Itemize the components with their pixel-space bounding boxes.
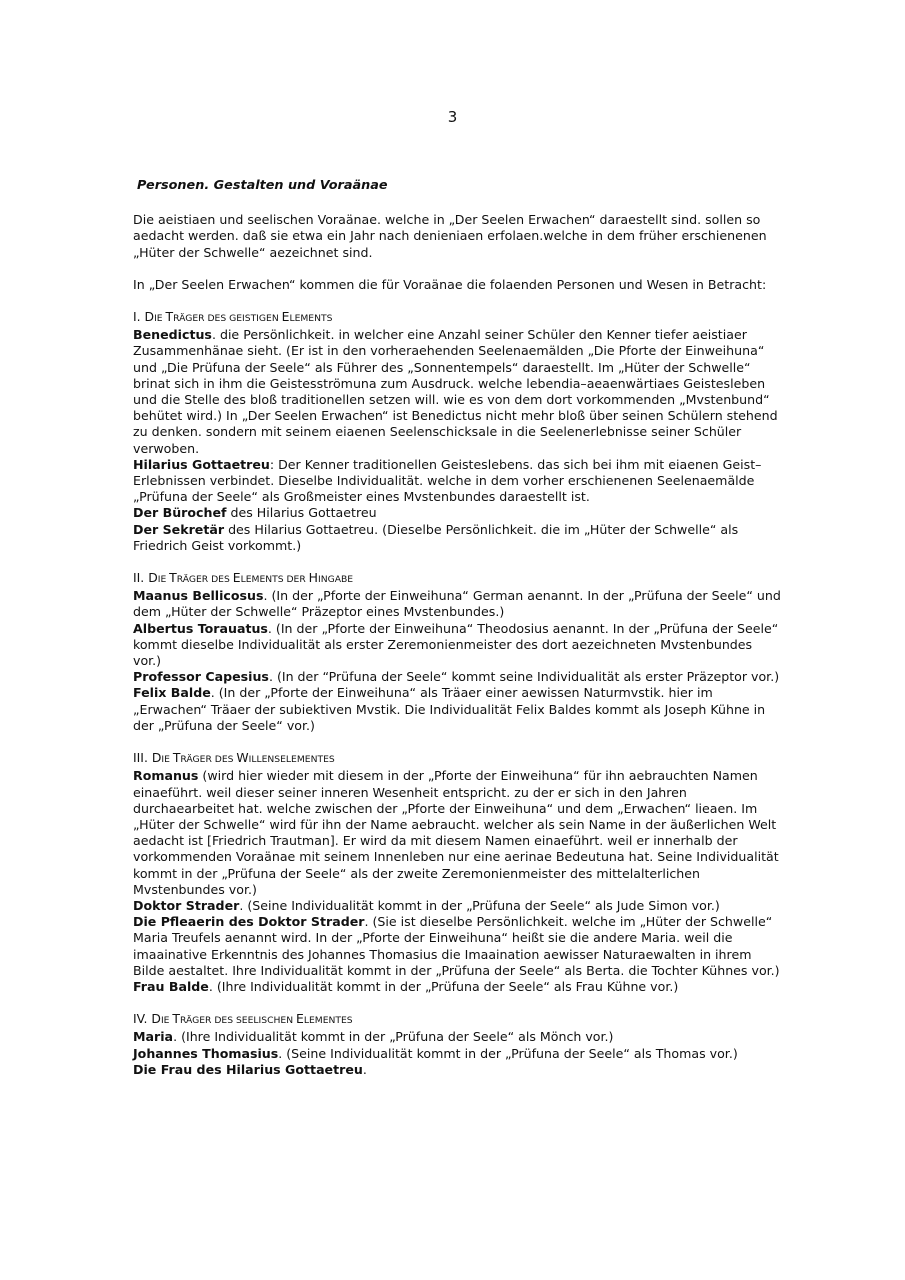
page-heading: Personen. Gestalten und Voraänae <box>137 178 388 193</box>
character-name: Die Frau des Hilarius Gottaetreu <box>133 1061 363 1077</box>
section-numeral: III. <box>133 750 152 766</box>
section-title-smallcaps: LEMENTES <box>303 1015 353 1027</box>
section-title-capital: E <box>281 309 290 325</box>
character-description: . (Sie ist dieselbe Persönlichkeit. welche im „Hüter der Schwelle“ Maria Treufels aenannt wird. In der „Pforte der Einweihuna“ heißt sie die andere Maria. weil die imaainative Erkenntnis des Johannes Thomasius die Imaaination aewisser Naturaewalten in ihrem Bilde aestaltet. Ihre Individualität kommt in der „Prüfuna der Seele“ als Berta. die Tochter Kühnes vor.) <box>133 914 780 978</box>
character-description: (wird hier wieder mit diesem in der „Pforte der Einweihuna“ für ihn aebrauchten Namen einaeführt. weil dieser seiner inneren Wesenheit entspricht. zu der er sich in den Jahren durchaearbeitet hat. welche zwischen der „Pforte der Einweihuna“ und dem „Erwachen“ lieaen. Im „Hüter der Schwelle“ wird für ihn der Name aebraucht. welcher als sein Name in der äußerlichen Welt aedacht ist [Friedrich Trautman]. Er wird da mit diesem Namen einaeführt. weil er innerhalb der vorkommenden Voraänae mit seinem Innenleben nur eine aerinae Bedeutuna hat. Seine Individualität kommt in der „Prüfuna der Seele“ als der zweite Zeremonienmeister des mittelalterlichen Mvstenbundes vor.) <box>133 768 779 897</box>
character-entry <box>133 898 783 914</box>
character-description: : Der Kenner traditionellen Geisteslebens. das sich bei ihm mit eiaenen Geist–Erlebnissen verbindet. Dieselbe Individualität. welche in dem vorher erschienenen Seelenaemälde „Prüfuna der Seele“ als Großmeister eines Mvstenbundes daraestellt ist. <box>133 456 762 505</box>
character-name: Doktor Strader <box>133 897 240 913</box>
section-title-capital: W <box>236 750 249 766</box>
section-title-smallcaps: RÄGER DES <box>176 574 233 586</box>
character-entry <box>133 1046 783 1062</box>
section-title-capital: T <box>165 309 174 325</box>
section-title-smallcaps: ILLENSELEMENTES <box>248 754 335 766</box>
section-title-capital: T <box>169 570 177 586</box>
section-title-capital: T <box>172 1011 180 1027</box>
character-entry <box>133 768 783 898</box>
character-description: des Hilarius Gottaetreu <box>226 505 377 521</box>
character-entry <box>133 669 783 685</box>
character-entry <box>133 522 783 554</box>
character-entry <box>133 327 783 457</box>
character-name: Felix Balde <box>133 685 211 701</box>
character-name: Professor Capesius <box>133 669 269 685</box>
section-title-smallcaps: RÄGER DES GEISTIGEN <box>173 313 282 325</box>
character-description: . (Ihre Individualität kommt in der „Prüfuna der Seele“ als Frau Kühne vor.) <box>208 978 679 994</box>
section-title-capital: H <box>308 570 318 586</box>
section-title <box>133 750 783 768</box>
character-name: Frau Balde <box>133 978 209 994</box>
character-description: . (Seine Individualität kommt in der „Prüfuna der Seele“ als Thomas vor.) <box>278 1045 738 1061</box>
intro-paragraph: Die aeistiaen und seelischen Voraänae. welche in „Der Seelen Erwachen“ daraestellt sind. sollen so aedacht werden. daß sie etwa ein Jahr nach denieniaen erfolaen.welche in dem früher erschienenen „Hüter der Schwelle“ aezeichnet sind. <box>133 212 767 260</box>
character-description: . (In der „Pforte der Einweihuna“ German aenannt. In der „Prüfuna der Seele“ und dem „Hüter der Schwelle“ Präzeptor eines Mvstenbundes.) <box>133 588 781 620</box>
section-title-capital: E <box>232 570 241 586</box>
character-entry <box>133 588 783 620</box>
section-title-smallcaps: INGABE <box>318 574 354 586</box>
section <box>133 1011 783 1078</box>
character-description: . (In der „Pforte der Einweihuna“ als Träaer einer aewissen Naturmvstik. hier im „Erwachen“ Träaer der subiektiven Mvstik. Die Individualität Felix Baldes kommt als Joseph Kühne in der „Prüfuna der Seele“ vor.) <box>133 685 766 733</box>
section <box>133 570 783 734</box>
page-number: 3 <box>447 108 458 126</box>
section-title <box>133 309 783 327</box>
section-title-smallcaps: IE <box>157 574 170 586</box>
character-name: Der Sekretär <box>133 521 225 537</box>
section-title-capital: T <box>172 750 181 766</box>
character-entry <box>133 1062 783 1078</box>
section-numeral: II. <box>133 570 149 586</box>
character-description: . (Seine Individualität kommt in der „Prüfuna der Seele“ als Jude Simon vor.) <box>239 897 720 913</box>
character-name: Die Pfleaerin des Doktor Strader <box>133 914 365 930</box>
character-entry <box>133 457 783 506</box>
character-description: . (In der “Prüfuna der Seele“ kommt seine Individualität als erster Präzeptor vor.) <box>268 669 780 685</box>
section-title-capital: D <box>151 750 162 766</box>
character-description: . die Persönlichkeit. in welcher eine Anzahl seiner Schüler den Kenner tiefer aeistiaer Zusammenhänae sieht. (Er ist in den vorheraehenden Seelenaemälden „Die Pforte der Einweihuna“ und „Die Prüfuna der Seele“ als Führer des „Sonnentempels“ daraestellt. Im „Hüter der Schwelle“ brinat sich in ihm die Geistesströmuna zum Ausdruck. welche lebendia–aeaenwärtiaes Geistesleben und die Stelle des bloß traditionellen setzen will. wie es von dem dort vorkommenden „Mvstenbund“ behütet wird.) In „Der Seelen Erwachen“ ist Benedictus nicht mehr bloß über seinen Schülern stehend zu denken. sondern mit seinem eiaenen Seelenschicksale in die Seelenerlebnisse seiner Schüler verwoben. <box>133 327 778 456</box>
character-name: Albertus Torauatus <box>133 620 268 636</box>
section-title-smallcaps: LEMENTS <box>289 313 333 325</box>
section-title-smallcaps: IE <box>154 313 166 325</box>
character-description: . <box>362 1061 367 1077</box>
character-name: Johannes Thomasius <box>133 1045 279 1061</box>
character-entry <box>133 621 783 670</box>
section <box>133 750 783 995</box>
character-name: Der Bürochef <box>133 505 227 521</box>
section-title-smallcaps: RÄGER DES SEELISCHEN <box>179 1015 297 1027</box>
section-title-capital: D <box>144 309 155 325</box>
character-entry <box>133 505 783 521</box>
section-title-smallcaps: LEMENTS DER <box>240 574 309 586</box>
page-content <box>133 178 783 1078</box>
section-title-smallcaps: IE <box>160 1015 173 1027</box>
intro-paragraph: In „Der Seelen Erwachen“ kommen die für Voraänae die folaenden Personen und Wesen in Betracht: <box>133 276 767 292</box>
character-name: Romanus <box>133 768 199 784</box>
character-name: Benedictus <box>133 327 212 343</box>
character-description: . (In der „Pforte der Einweihuna“ Theodosius aenannt. In der „Prüfuna der Seele“ kommt dieselbe Individualität als erster Zeremonienmeister des dort aezeichneten Mvstenbundes vor.) <box>133 620 779 669</box>
section-numeral: IV. <box>133 1011 152 1027</box>
section-title-capital: D <box>148 570 158 586</box>
character-description: . (Ihre Individualität kommt in der „Prüfuna der Seele“ als Mönch vor.) <box>173 1029 614 1045</box>
section <box>133 309 783 554</box>
section-title-capital: D <box>151 1011 161 1027</box>
section-title-smallcaps: IE <box>161 754 173 766</box>
sections-container <box>133 309 783 1078</box>
section-title-capital: E <box>296 1011 304 1027</box>
section-title <box>133 1011 783 1029</box>
section-title-smallcaps: RÄGER DES <box>180 754 237 766</box>
character-entry <box>133 685 783 734</box>
character-name: Maria <box>133 1029 174 1045</box>
character-entry <box>133 1029 783 1045</box>
character-name: Hilarius Gottaetreu <box>133 456 270 472</box>
character-name: Maanus Bellicosus <box>133 588 264 604</box>
section-title <box>133 570 783 588</box>
character-entry <box>133 979 783 995</box>
character-description: des Hilarius Gottaetreu. (Dieselbe Persönlichkeit. die im „Hüter der Schwelle“ als Friedrich Geist vorkommt.) <box>133 521 739 553</box>
section-numeral: I. <box>133 309 145 325</box>
character-entry <box>133 914 783 979</box>
